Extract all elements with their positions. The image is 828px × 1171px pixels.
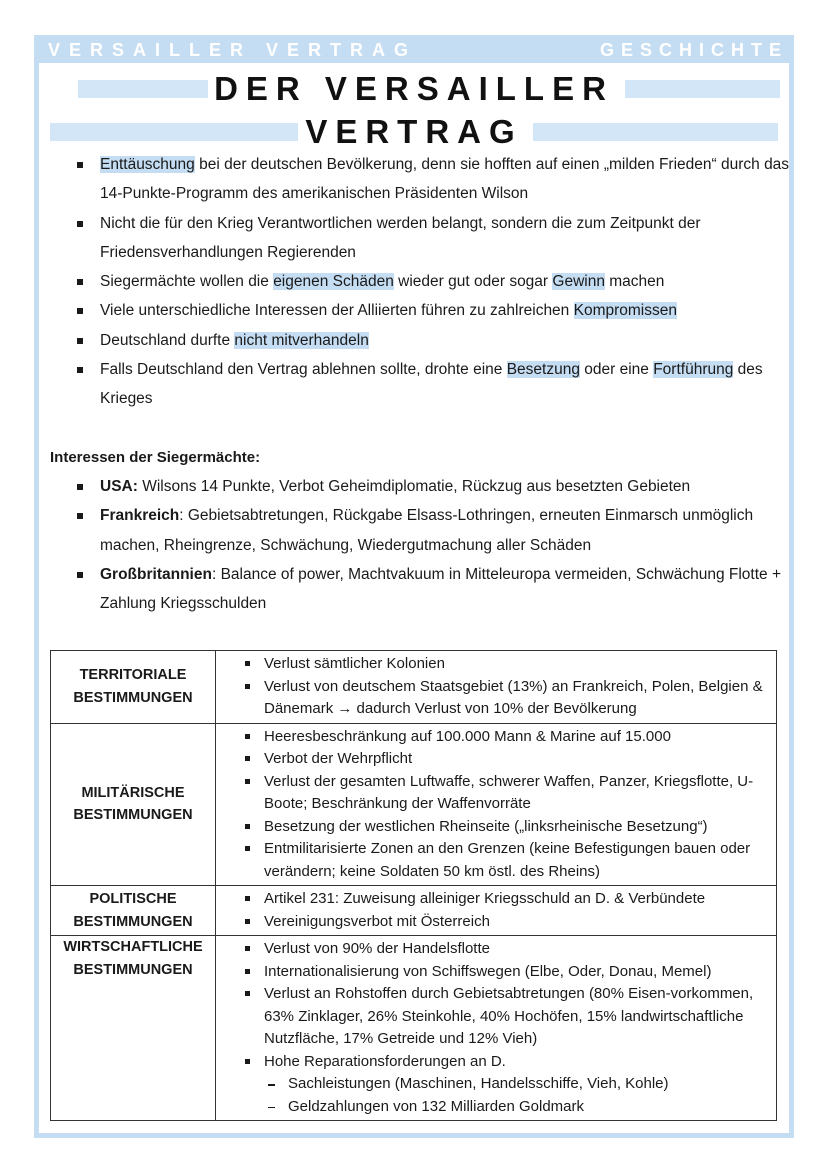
highlighted-term: Gewinn [552,273,605,291]
highlighted-term: Kompromissen [573,302,677,320]
category-label [51,651,216,724]
header-topic: VERSAILLER VERTRAG [48,40,418,60]
bullet-text: Nicht die für den Krieg Verantwortlichen werden belangt, sondern die zum Zeitpunkt der Friedensverhandlungen Regierenden [100,214,701,261]
list-item: Verlust der gesamten Luftwaffe, schwerer Waffen, Panzer, Kriegsflotte, U-Boote; Beschränkung der Waffenvorräte [242,771,768,816]
intro-bullet [76,209,796,268]
list-subitem: Sachleistungen (Maschinen, Handelsschiffe, Vieh, Kohle) [242,1073,768,1096]
list-item: Verlust von 90% der Handelsflotte [242,938,768,961]
interest-item [76,472,796,501]
list-subitem: Geldzahlungen von 132 Milliarden Goldmark [242,1096,768,1119]
interests-bullet-list [76,472,796,618]
category-label-line: BESTIMMUNGEN [73,961,193,978]
interest-item [76,560,796,619]
header-subject: GESCHICHTE [599,40,788,60]
category-items [216,723,777,886]
highlighted-term: eigenen Schäden [273,273,394,291]
highlighted-term: Fortführung [653,361,734,379]
interests-heading: Interessen der Siegermächte: [50,449,261,466]
category-items [216,886,777,936]
category-label-line: MILITÄRISCHE [81,784,185,801]
bullet-text: Viele unterschiedliche Interessen der Alliierten führen zu zahlreichen [100,302,574,320]
category-label-line: WIRTSCHAFTLICHE [63,939,203,955]
category-label-line: BESTIMMUNGEN [73,807,193,824]
bullet-text: wieder gut oder sogar [393,273,553,291]
treaty-terms-table [50,650,777,1121]
list-item: Verbot der Wehrpflicht [242,748,768,771]
table-row [51,886,777,936]
intro-bullet [76,326,796,355]
page-title-line2: VERTRAG [305,113,523,150]
bullet-text: des Krieges [100,361,763,408]
bullet-text: oder eine [579,361,654,379]
category-label [51,936,216,1121]
category-label [51,886,216,936]
list-item: Heeresbeschränkung auf 100.000 Mann & Marine auf 15.000 [242,726,768,749]
list-item: Internationalisierung von Schiffswegen (Elbe, Oder, Donau, Memel) [242,961,768,984]
bullet-text: bei der deutschen Bevölkerung, denn sie hofften auf einen „milden Frieden“ durch das 14-Punkte-Programm des amerikanischen Präsidenten Wilson [100,156,790,203]
intro-bullet-list [76,150,796,414]
table-row [51,651,777,724]
bullet-text: machen [604,273,665,291]
category-label [51,723,216,886]
highlighted-term: Besetzung [506,361,580,379]
bullet-text: Siegermächte wollen die [100,273,274,291]
list-item: Artikel 231: Zuweisung alleiniger Kriegsschuld an D. & Verbündete [242,888,768,911]
bullet-text: Deutschland durfte [100,331,235,349]
category-label-line: POLITISCHE [89,891,177,907]
intro-bullet [76,355,796,414]
bullet-text: Falls Deutschland den Vertrag ablehnen sollte, drohte eine [100,361,507,379]
category-label-line: BESTIMMUNGEN [73,689,193,706]
list-item: Besetzung der westlichen Rheinseite („linksrheinische Besetzung“) [242,816,768,839]
list-item: Entmilitarisierte Zonen an den Grenzen (keine Befestigungen bauen oder verändern; keine Soldaten 50 km östl. des Rheins) [242,838,768,883]
list-item: Hohe Reparationsforderungen an D. [242,1051,768,1074]
category-label-line: BESTIMMUNGEN [73,913,193,930]
highlighted-term: nicht mitverhandeln [234,331,369,349]
list-item: Verlust an Rohstoffen durch Gebietsabtretungen (80% Eisen-vorkommen, 63% Zinklager, 26% Steinkohle, 40% Hochöfen, 15% landwirtschaftliche Nutzfläche, 17% Getreide und 12% Vieh) [242,983,768,1051]
interest-text: : Gebietsabtretungen, Rückgabe Elsass-Lothringen, erneuten Einmarsch unmöglich machen, Rheingrenze, Schwächung, Wiedergutmachung aller Schäden [100,507,754,554]
list-item: Vereinigungsverbot mit Österreich [242,911,768,934]
table-row [51,723,777,886]
interest-country: Frankreich [100,507,180,525]
interest-item [76,501,796,560]
intro-bullet [76,296,796,325]
list-item: Verlust von deutschem Staatsgebiet (13%) an Frankreich, Polen, Belgien & Dänemark → dadurch Verlust von 10% der Bevölkerung [242,676,768,721]
intro-bullet [76,150,796,209]
interest-text: Wilsons 14 Punkte, Verbot Geheimdiplomatie, Rückzug aus besetzten Gebieten [137,478,691,495]
interest-country: Großbritannien [100,565,212,583]
list-item: Verlust sämtlicher Kolonien [242,653,768,676]
category-label-line: TERRITORIALE [79,667,187,684]
table-row [51,936,777,1121]
interest-text: : Balance of power, Machtvakuum in Mitteleuropa vermeiden, Schwächung Flotte + Zahlung Kriegsschulden [100,565,782,613]
highlighted-term: Enttäuschung [100,156,195,173]
category-items [216,651,777,724]
page-title-line1: DER VERSAILLER [214,70,614,107]
intro-bullet [76,267,796,296]
interest-country: USA: [100,478,138,495]
category-items [216,936,777,1121]
